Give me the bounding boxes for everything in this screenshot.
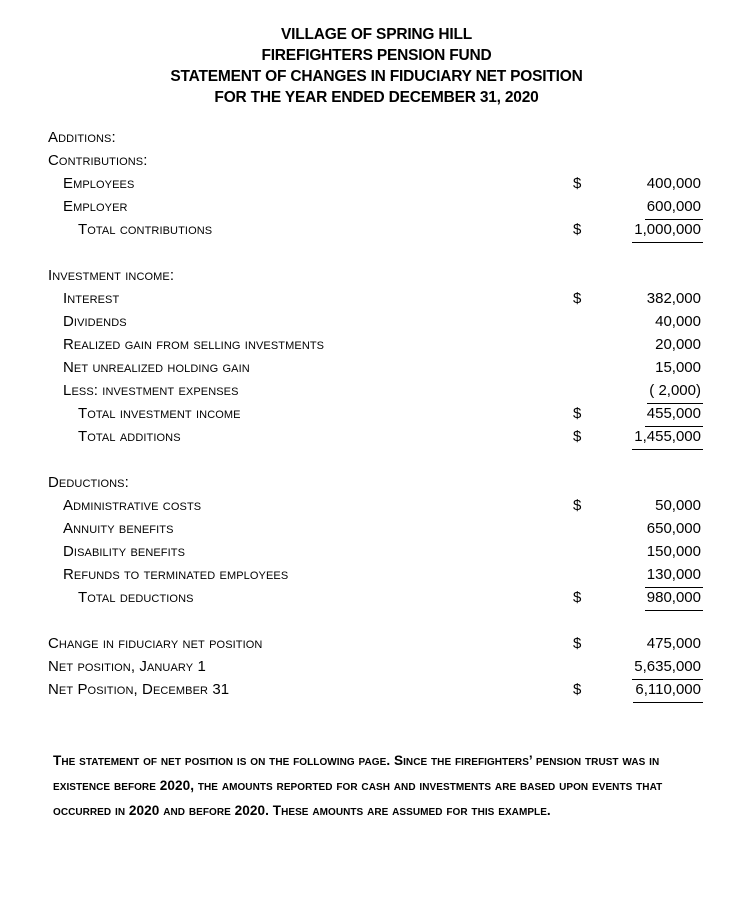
statement-row bbox=[48, 678, 705, 701]
statement-row bbox=[48, 264, 705, 287]
currency-symbol: $ bbox=[573, 681, 582, 698]
statement-spacer bbox=[48, 241, 705, 264]
row-amount bbox=[599, 632, 705, 656]
statement-row bbox=[48, 287, 705, 310]
statement-row bbox=[48, 149, 705, 172]
statement-row bbox=[48, 494, 705, 517]
amount-value: 20,000 bbox=[655, 336, 701, 353]
row-amount bbox=[599, 241, 705, 264]
amount-value: 1,455,000 bbox=[632, 425, 703, 450]
row-amount bbox=[599, 448, 705, 471]
statement-row bbox=[48, 586, 705, 609]
amount-value: 6,110,000 bbox=[633, 678, 703, 703]
row-amount bbox=[599, 494, 705, 518]
statement-row bbox=[48, 471, 705, 494]
statement-row bbox=[48, 126, 705, 149]
row-label: Annuity benefits bbox=[63, 520, 174, 537]
row-amount bbox=[599, 540, 705, 564]
currency-symbol: $ bbox=[573, 290, 582, 307]
row-label: Net Position, December 31 bbox=[48, 681, 230, 698]
row-amount bbox=[599, 517, 705, 541]
row-label: Total additions bbox=[78, 428, 181, 445]
row-amount bbox=[599, 126, 705, 149]
statement-spacer bbox=[48, 448, 705, 471]
title-line-1: VILLAGE OF SPRING HILL bbox=[280, 26, 473, 43]
row-label: Total contributions bbox=[78, 221, 213, 238]
amount-value bbox=[699, 624, 703, 625]
currency-symbol: $ bbox=[573, 221, 582, 238]
statement-row bbox=[48, 379, 705, 402]
row-amount bbox=[599, 356, 705, 380]
row-label: Disability benefits bbox=[63, 543, 186, 560]
row-label: Contributions: bbox=[48, 152, 148, 169]
statement-spacer bbox=[48, 609, 705, 632]
row-label: Dividends bbox=[63, 313, 127, 330]
amount-value: 5,635,000 bbox=[632, 655, 703, 680]
row-amount bbox=[599, 149, 705, 172]
amount-value: 1,000,000 bbox=[632, 218, 703, 243]
row-amount bbox=[599, 310, 705, 334]
statement-row bbox=[48, 563, 705, 586]
row-label: Employer bbox=[63, 198, 128, 215]
row-amount bbox=[599, 218, 705, 243]
title-line-4: FOR THE YEAR ENDED DECEMBER 31, 2020 bbox=[214, 89, 539, 106]
statement-row bbox=[48, 517, 705, 540]
statement-row bbox=[48, 172, 705, 195]
footnote-text: The statement of net position is on the following page. Since the firefighters’ pension trust was in existence before 2020, the amounts reported for cash and investments are based upon events that occurred in 2020 and before 2020. These amounts are assumed for this example. bbox=[53, 753, 663, 818]
row-label: Refunds to terminated employees bbox=[63, 566, 289, 583]
amount-value bbox=[699, 279, 703, 280]
title-line-2: FIREFIGHTERS PENSION FUND bbox=[261, 47, 492, 64]
amount-value: 130,000 bbox=[645, 563, 703, 588]
amount-value: 15,000 bbox=[655, 359, 701, 376]
statement-table bbox=[0, 126, 753, 701]
statement-row bbox=[48, 218, 705, 241]
row-amount bbox=[599, 379, 705, 404]
amount-value bbox=[699, 256, 703, 257]
amount-value bbox=[699, 141, 703, 142]
row-label: Change in fiduciary net position bbox=[48, 635, 263, 652]
currency-symbol: $ bbox=[573, 405, 582, 422]
row-label: Net position, January 1 bbox=[48, 658, 206, 675]
row-label: Employees bbox=[63, 175, 135, 192]
row-amount bbox=[599, 195, 705, 220]
row-label: Net unrealized holding gain bbox=[63, 359, 250, 376]
amount-value bbox=[699, 164, 703, 165]
row-label: Administrative costs bbox=[63, 497, 202, 514]
row-amount bbox=[599, 678, 705, 703]
document-title-block bbox=[0, 0, 753, 108]
row-amount bbox=[599, 609, 705, 632]
statement-row bbox=[48, 632, 705, 655]
row-amount bbox=[599, 172, 705, 196]
row-amount bbox=[599, 586, 705, 611]
amount-value: 400,000 bbox=[646, 175, 701, 192]
row-amount bbox=[599, 287, 705, 311]
amount-value bbox=[699, 463, 703, 464]
currency-symbol: $ bbox=[573, 497, 582, 514]
row-amount bbox=[599, 402, 705, 427]
statement-row bbox=[48, 402, 705, 425]
row-label: Total investment income bbox=[78, 405, 241, 422]
amount-value: 980,000 bbox=[645, 586, 703, 611]
amount-value: 650,000 bbox=[646, 520, 701, 537]
amount-value: 475,000 bbox=[646, 635, 701, 652]
currency-symbol: $ bbox=[573, 635, 582, 652]
row-amount bbox=[599, 563, 705, 588]
statement-row bbox=[48, 310, 705, 333]
row-label: Interest bbox=[63, 290, 120, 307]
amount-value bbox=[699, 486, 703, 487]
amount-value: 40,000 bbox=[655, 313, 701, 330]
row-label: Deductions: bbox=[48, 474, 129, 491]
amount-value: 600,000 bbox=[645, 195, 703, 220]
amount-value: 50,000 bbox=[655, 497, 701, 514]
statement-row bbox=[48, 540, 705, 563]
currency-symbol: $ bbox=[573, 589, 582, 606]
currency-symbol: $ bbox=[573, 175, 582, 192]
row-label: Investment income: bbox=[48, 267, 175, 284]
row-label: Realized gain from selling investments bbox=[63, 336, 325, 353]
row-amount bbox=[599, 264, 705, 287]
row-amount bbox=[599, 425, 705, 450]
row-amount bbox=[599, 333, 705, 357]
currency-symbol: $ bbox=[573, 428, 582, 445]
statement-row bbox=[48, 333, 705, 356]
amount-value: 150,000 bbox=[646, 543, 701, 560]
amount-value: 382,000 bbox=[646, 290, 701, 307]
row-label: Less: investment expenses bbox=[63, 382, 239, 399]
statement-row bbox=[48, 356, 705, 379]
row-label: Additions: bbox=[48, 129, 116, 146]
row-amount bbox=[599, 471, 705, 494]
row-label: Total deductions bbox=[78, 589, 194, 606]
row-amount bbox=[599, 655, 705, 680]
statement-row bbox=[48, 425, 705, 448]
amount-value: 455,000 bbox=[645, 402, 703, 427]
amount-value: ( 2,000) bbox=[647, 379, 703, 404]
title-line-3: STATEMENT OF CHANGES IN FIDUCIARY NET POSITION bbox=[170, 68, 583, 85]
statement-row bbox=[48, 655, 705, 678]
statement-row bbox=[48, 195, 705, 218]
